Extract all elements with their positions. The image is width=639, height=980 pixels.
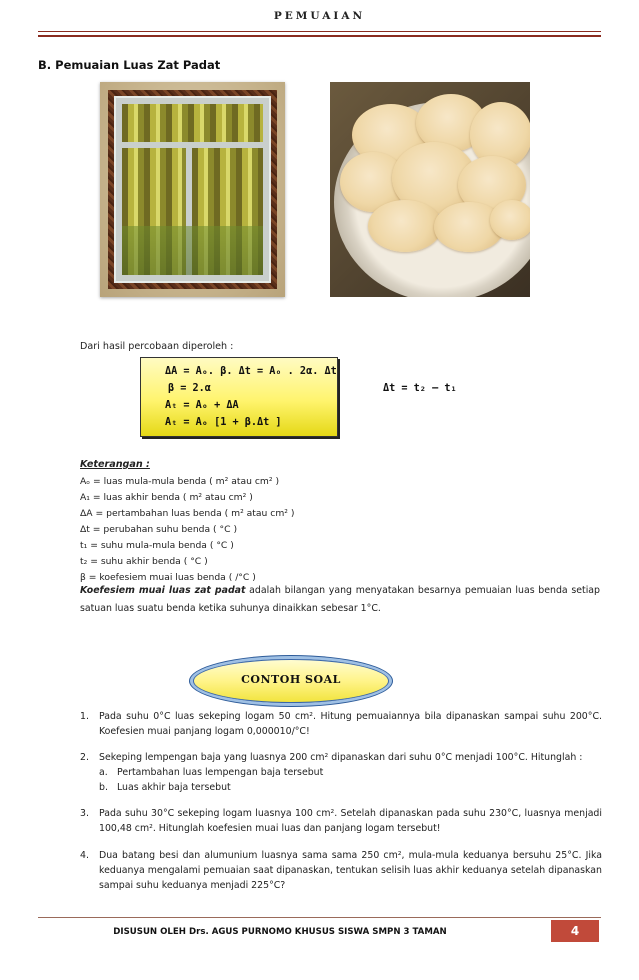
subitem-text: Pertambahan luas lempengan baja tersebut xyxy=(117,767,324,778)
formula-line: ΔA = Aₒ. β. Δt = Aₒ . 2α. Δt xyxy=(165,366,337,377)
crackers-photo xyxy=(330,82,530,297)
keterangan-item: t₁ = suhu mula-mula benda ( °C ) xyxy=(80,540,234,551)
keterangan-item: Δt = perubahan suhu benda ( °C ) xyxy=(80,524,238,535)
footer-text: DISUSUN OLEH Drs. AGUS PURNOMO KHUSUS SISWA SMPN 3 TAMAN xyxy=(113,927,447,937)
question-number: 2. xyxy=(80,752,89,763)
formula-line: Aₜ = Aₒ + ΔA xyxy=(165,400,239,411)
keterangan-item: Aₒ = luas mula-mula benda ( m² atau cm² ) xyxy=(80,476,280,487)
page-number-badge: 4 xyxy=(551,920,599,942)
question-subitem xyxy=(99,780,602,795)
keterangan-item: t₂ = suhu akhir benda ( °C ) xyxy=(80,556,208,567)
keterangan-item: A₁ = luas akhir benda ( m² atau cm² ) xyxy=(80,492,253,503)
question-number: 4. xyxy=(80,850,89,861)
question-item xyxy=(80,709,602,739)
formula-box xyxy=(140,357,338,437)
keterangan-title: Keterangan : xyxy=(80,459,150,470)
question-text: Pada suhu 0°C luas sekeping logam 50 cm². Hitung pemuaiannya bila dipanaskan sampai suhu 200°C. Koefesien muai panjang logam 0,000010/°C! xyxy=(99,711,602,737)
intro-text: Dari hasil percobaan diperoleh : xyxy=(80,341,234,352)
running-head: PEMUAIAN xyxy=(273,10,366,22)
question-number: 1. xyxy=(80,711,89,722)
definition-term: Koefesiem muai luas zat padat xyxy=(80,585,246,596)
header-rule-top xyxy=(38,31,601,32)
contoh-soal-label: CONTOH SOAL xyxy=(241,673,341,686)
question-item xyxy=(80,806,602,836)
question-item xyxy=(80,750,602,795)
section-title: B. Pemuaian Luas Zat Padat xyxy=(38,58,221,72)
delta-t-formula: Δt = t₂ – t₁ xyxy=(383,383,457,394)
cracker-chip xyxy=(490,200,530,240)
keterangan-item: ΔA = pertambahan luas benda ( m² atau cm² ) xyxy=(80,508,295,519)
subitem-text: Luas akhir baja tersebut xyxy=(117,782,231,793)
question-number: 3. xyxy=(80,808,89,819)
question-text: Dua batang besi dan alumunium luasnya sama sama 250 cm², mula-mula keduanya bersuhu 25°C. Jika keduanya mengalami pemuaian saat dipanaskan, tentukan selisih luas akhir keduanya setelah dipanaskan sampai suhu keduanya menjadi 225°C? xyxy=(99,850,602,891)
window-photo xyxy=(100,82,285,297)
header-rule-bottom xyxy=(38,35,601,37)
footer-rule xyxy=(38,917,601,918)
cracker-chip xyxy=(368,200,442,252)
window-pane-lower xyxy=(122,226,263,275)
subitem-label: a. xyxy=(99,767,108,778)
subitem-label: b. xyxy=(99,782,108,793)
question-text: Sekeping lempengan baja yang luasnya 200 cm² dipanaskan dari suhu 0°C menjadi 100°C. Hitunglah : xyxy=(99,752,583,763)
formula-line: Aₜ = Aₒ [1 + β.Δt ] xyxy=(165,417,282,428)
window-pane-top xyxy=(122,104,263,142)
definition-paragraph xyxy=(80,582,600,618)
contoh-soal-badge xyxy=(193,659,389,703)
window-sash xyxy=(114,96,271,283)
definition-text: adalah bilangan yang menyatakan besarnya pemuaian luas benda setiap satuan luas suatu benda ketika suhunya dinaikkan sebesar 1°C. xyxy=(80,585,600,614)
formula-line: β = 2.α xyxy=(168,383,211,394)
question-item xyxy=(80,848,602,893)
question-subitem xyxy=(99,765,602,780)
question-text: Pada suhu 30°C sekeping logam luasnya 100 cm². Setelah dipanaskan pada suhu 230°C, luasnya menjadi 100,48 cm². Hitunglah koefesien muai luas dan panjang logam tersebut! xyxy=(99,808,602,834)
keterangan-list xyxy=(80,474,294,586)
keterangan-item: β = koefesiem muai luas benda ( /°C ) xyxy=(80,572,256,583)
